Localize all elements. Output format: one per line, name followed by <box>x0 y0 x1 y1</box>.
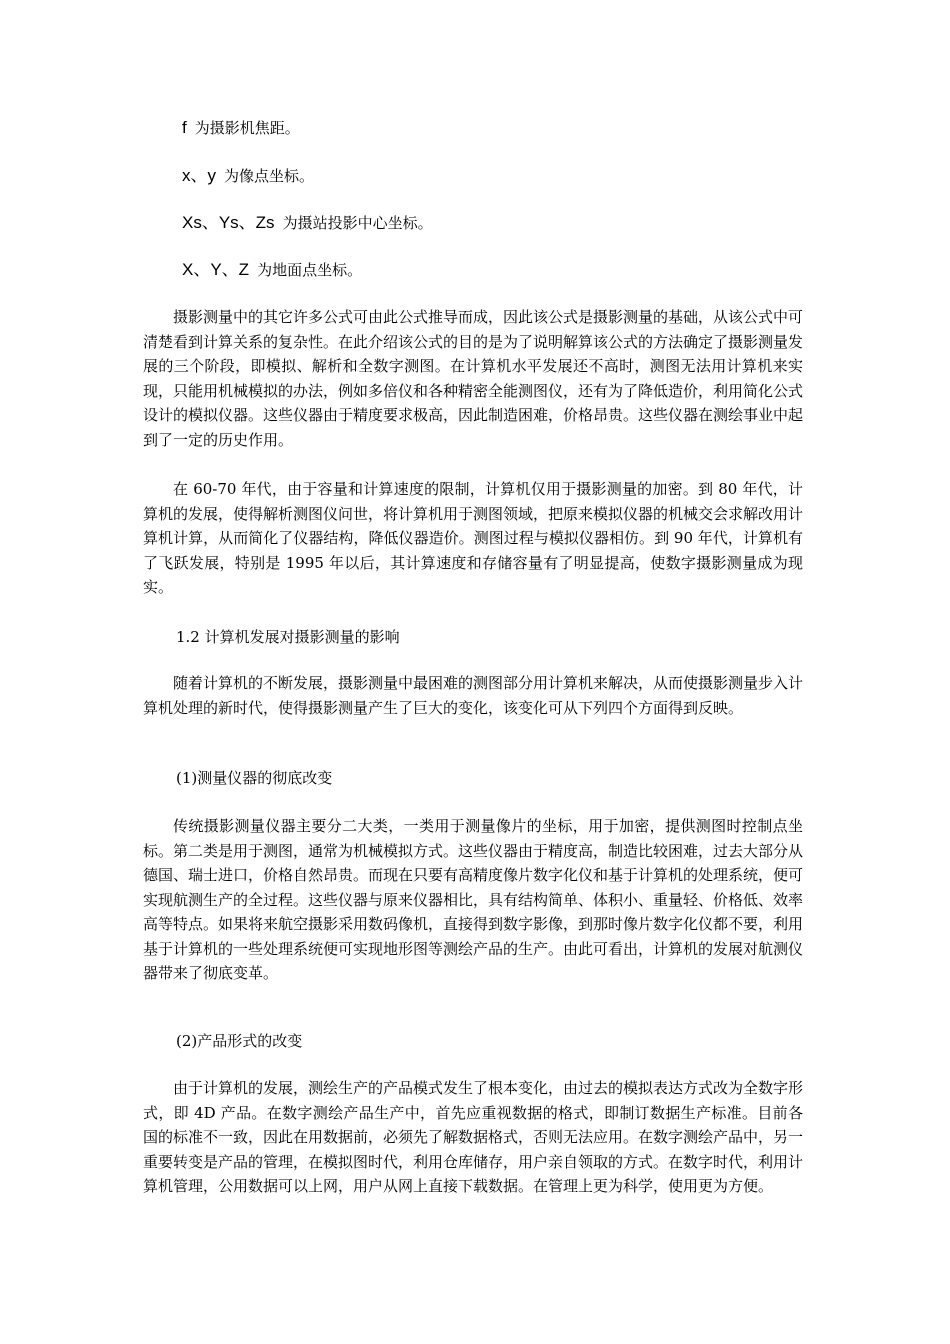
paragraph-formula-importance: 摄影测量中的其它许多公式可由此公式推导而成，因此该公式是摄影测量的基础，从该公式中可清楚看到计算关系的复杂性。在此介绍该公式的目的是为了说明解算该公式的方法确定了摄影测量发展的三个阶段，即模拟、解析和全数字测图。在计算机水平发展还不高时，测图无法用计算机来实现，只能用机械模拟的办法，例如多倍仪和各种精密全能测图仪，还有为了降低造价，利用简化公式设计的模拟仪器。这些仪器由于精度要求极高，因此制造困难，价格昂贵。这些仪器在测绘事业中起到了一定的历史作用。 <box>143 308 804 449</box>
definition-xs-ys-zs <box>182 213 433 233</box>
definition-symbol: x、y <box>182 166 216 185</box>
definition-xy <box>182 166 314 186</box>
definition-text: 为像点坐标。 <box>224 167 315 185</box>
definition-symbol: Xs、Ys、Zs <box>182 213 275 232</box>
definition-f <box>182 118 300 138</box>
paragraph-instruments: 传统摄影测量仪器主要分二大类，一类用于测量像片的坐标，用于加密，提供测图时控制点坐标。第二类是用于测图，通常为机械模拟方式。这些仪器由于精度高，制造比较困难，过去大部分从德国、瑞士进口，价格自然昂贵。而现在只要有高精度像片数字化仪和基于计算机的处理系统，便可实现航测生产的全过程。这些仪器与原来仪器相比，具有结构简单、体积小、重量轻、价格低、效率高等特点。如果将来航空摄影采用数码像机，直接得到数字影像，到那时像片数字化仪都不要，利用基于计算机的一些处理系统便可实现地形图等测绘产品的生产。由此可看出，计算机的发展对航测仪器带来了彻底变革。 <box>143 817 804 982</box>
definition-xyz <box>182 260 362 280</box>
definition-text: 为摄站投影中心坐标。 <box>282 214 433 232</box>
paragraph-computer-impact: 随着计算机的不断发展，摄影测量中最困难的测图部分用计算机来解决，从而使摄影测量步入计算机处理的新时代，使得摄影测量产生了巨大的变化，该变化可从下列四个方面得到反映。 <box>143 674 804 717</box>
paragraph-product-form: 由于计算机的发展，测绘生产的产品模式发生了根本变化，由过去的模拟表达方式改为全数字形式，即 4D 产品。在数字测绘产品生产中，首先应重视数据的格式，即制订数据生产标准。目前各国的标准不一致，因此在用数据前，必须先了解数据格式，否则无法应用。在数字测绘产品中，另一重要转变是产品的管理，在模拟图时代，利用仓库储存，用户亲自领取的方式。在数字时代，利用计算机管理，公用数据可以上网，用户从网上直接下载数据。在管理上更为科学，使用更为方便。 <box>143 1079 804 1195</box>
paragraph-computer-history: 在 60-70 年代，由于容量和计算速度的限制，计算机仅用于摄影测量的加密。到 80 年代，计算机的发展，使得解析测图仪问世，将计算机用于测图领域，把原来模拟仪器的机械交会求解改用计算机计算，从而简化了仪器结构，降低仪器造价。测图过程与模拟仪器相仿。到 90 年代，计算机有了飞跃发展，特别是 1995 年以后，其计算速度和存储容量有了明显提高，使数字摄影测量成为现实。 <box>143 480 804 596</box>
definition-text: 为地面点坐标。 <box>257 261 363 279</box>
definition-text: 为摄影机焦距。 <box>194 119 300 137</box>
subheading-product-form: (2)产品形式的改变 <box>176 1032 303 1050</box>
subheading-instruments: (1)测量仪器的彻底改变 <box>176 769 333 787</box>
definition-symbol: f <box>182 118 187 137</box>
definition-symbol: X、Y、Z <box>182 260 250 279</box>
section-heading-1-2: 1.2 计算机发展对摄影测量的影响 <box>176 628 400 646</box>
